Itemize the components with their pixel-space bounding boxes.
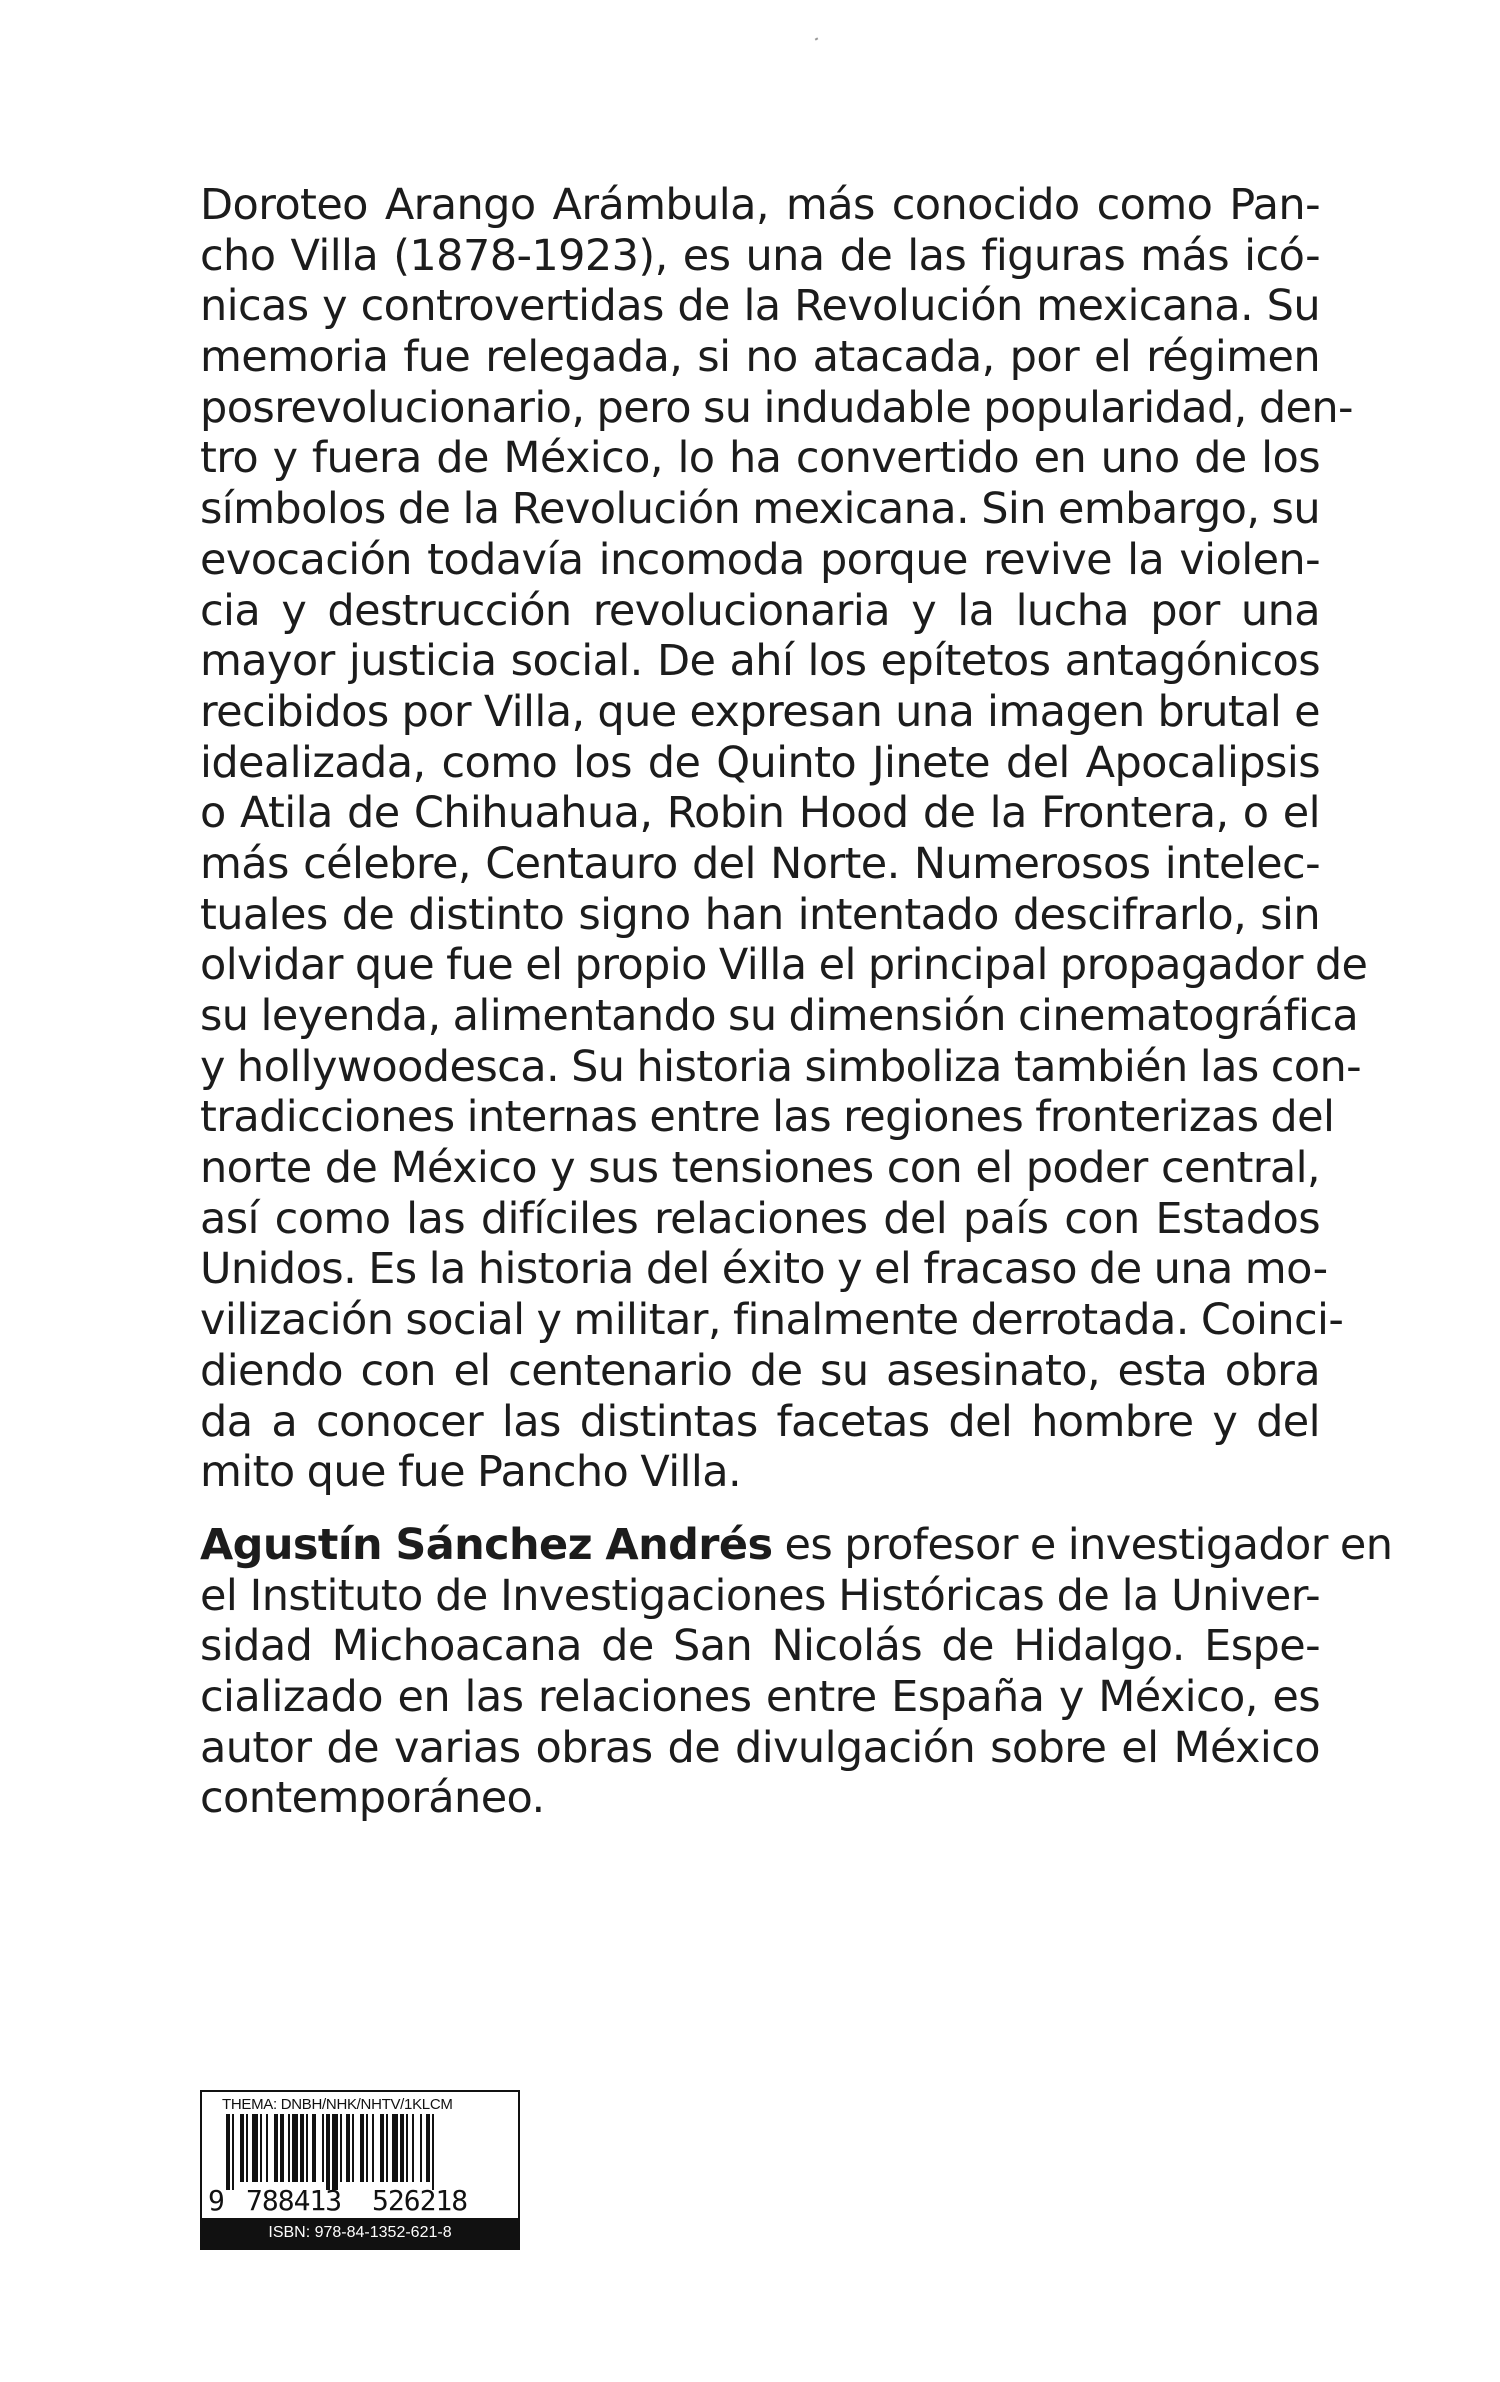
barcode-bar [426, 2114, 430, 2182]
barcode-bar [412, 2114, 414, 2182]
barcode-bar [386, 2114, 388, 2182]
synopsis-line: símbolos de la Revolución mexicana. Sin embargo, su [200, 484, 1320, 535]
synopsis-line: da a conocer las distintas facetas del hombre y del [200, 1396, 1320, 1447]
synopsis-line: así como las difíciles relaciones del país con Estados [200, 1193, 1320, 1244]
synopsis-line: cia y destrucción revolucionaria y la lucha por una [200, 585, 1320, 636]
barcode-bar [346, 2114, 350, 2182]
bio-line: el Instituto de Investigaciones Históricas de la Univer- [200, 1570, 1320, 1621]
barcode-bar [274, 2114, 278, 2182]
synopsis-paragraph [200, 180, 1368, 1498]
barcode-bar [352, 2114, 354, 2182]
synopsis-line: norte de México y sus tensiones con el poder central, [200, 1143, 1320, 1194]
barcode-bar [280, 2114, 284, 2182]
synopsis-line: tuales de distinto signo han intentado descifrarlo, sin [200, 889, 1320, 940]
barcode-bar [322, 2114, 324, 2182]
barcode-bar [360, 2114, 364, 2182]
synopsis-line: tro y fuera de México, lo ha convertido en uno de los [200, 433, 1320, 484]
barcode-bar [366, 2114, 368, 2182]
barcode-bar [392, 2114, 398, 2182]
barcode-bar [232, 2114, 234, 2190]
isbn-number: ISBN: 978-84-1352-621-8 [202, 2218, 518, 2248]
bio-first-line-text: es profesor e investigador en [772, 1519, 1393, 1570]
synopsis-line: nicas y controvertidas de la Revolución mexicana. Su [200, 281, 1320, 332]
barcode-bar [306, 2114, 308, 2182]
barcode-bar [252, 2114, 258, 2182]
synopsis-line: o Atila de Chihuahua, Robin Hood de la Frontera, o el [200, 788, 1320, 839]
synopsis-line: Doroteo Arango Arámbula, más conocido como Pan- [200, 180, 1320, 230]
barcode-bar [420, 2114, 422, 2182]
barcode-bar [300, 2114, 304, 2182]
author-name: Agustín Sánchez Andrés [200, 1519, 773, 1570]
synopsis-line: recibidos por Villa, que expresan una imagen brutal e [200, 686, 1320, 737]
barcode-bar [260, 2114, 262, 2182]
barcode-bar [432, 2114, 434, 2190]
barcode-bars [202, 2114, 518, 2192]
barcode-bar [372, 2114, 374, 2182]
barcode-bar [240, 2114, 244, 2182]
bio-line: cializado en las relaciones entre España y México, es [200, 1671, 1320, 1722]
synopsis-line: más célebre, Centauro del Norte. Numerosos intelec- [200, 838, 1320, 889]
print-speck [815, 37, 819, 40]
barcode-bar [380, 2114, 384, 2182]
barcode-bar [400, 2114, 404, 2182]
isbn-barcode [200, 2090, 520, 2250]
bio-line: sidad Michoacana de San Nicolás de Hidalgo. Espe- [200, 1621, 1320, 1672]
bio-line: contemporáneo. [200, 1773, 545, 1824]
synopsis-line: posrevolucionario, pero su indudable popularidad, den- [200, 382, 1353, 433]
barcode-bar [226, 2114, 230, 2190]
synopsis-line: su leyenda, alimentando su dimensión cinematográfica [200, 991, 1359, 1041]
synopsis-line: evocación todavía incomoda porque revive la violen- [200, 534, 1320, 585]
synopsis-line: diendo con el centenario de su asesinato, esta obra [200, 1345, 1320, 1396]
synopsis-line: olvidar que fue el propio Villa el principal propagador de [200, 940, 1368, 991]
barcode-bar [266, 2114, 268, 2182]
cover-text [200, 180, 1393, 1824]
bio-line: autor de varias obras de divulgación sobre el México [200, 1722, 1320, 1773]
barcode-bar [340, 2114, 342, 2182]
synopsis-line: mayor justicia social. De ahí los epítetos antagónicos [200, 636, 1320, 687]
synopsis-line: vilización social y militar, finalmente derrotada. Coinci- [200, 1295, 1344, 1346]
barcode-bar [288, 2114, 290, 2182]
synopsis-line: tradicciones internas entre las regiones fronterizas del [200, 1092, 1335, 1143]
barcode-lead-digit: 9 [208, 2184, 225, 2217]
barcode-bar [246, 2114, 248, 2182]
barcode-bar [332, 2114, 338, 2190]
synopsis-line: mito que fue Pancho Villa. [200, 1447, 742, 1498]
barcode-left-digits: 788413 [246, 2184, 342, 2217]
barcode-bar [292, 2114, 298, 2182]
synopsis-line: Unidos. Es la historia del éxito y el fracaso de una mo- [200, 1244, 1328, 1295]
author-bio-paragraph [200, 1519, 1393, 1824]
barcode-bar [312, 2114, 316, 2182]
thema-code: THEMA: DNBH/NHK/NHTV/1KLCM [222, 2096, 453, 2113]
synopsis-line: memoria fue relegada, si no atacada, por el régimen [200, 332, 1320, 383]
barcode-right-digits: 526218 [372, 2184, 468, 2217]
synopsis-line: idealizada, como los de Quinto Jinete del Apocalipsis [200, 737, 1320, 788]
synopsis-line: cho Villa (1878-1923), es una de las figuras más icó- [200, 230, 1320, 281]
barcode-bar [326, 2114, 330, 2190]
synopsis-line: y hollywoodesca. Su historia simboliza también las con- [200, 1041, 1362, 1092]
barcode-bar [406, 2114, 408, 2182]
